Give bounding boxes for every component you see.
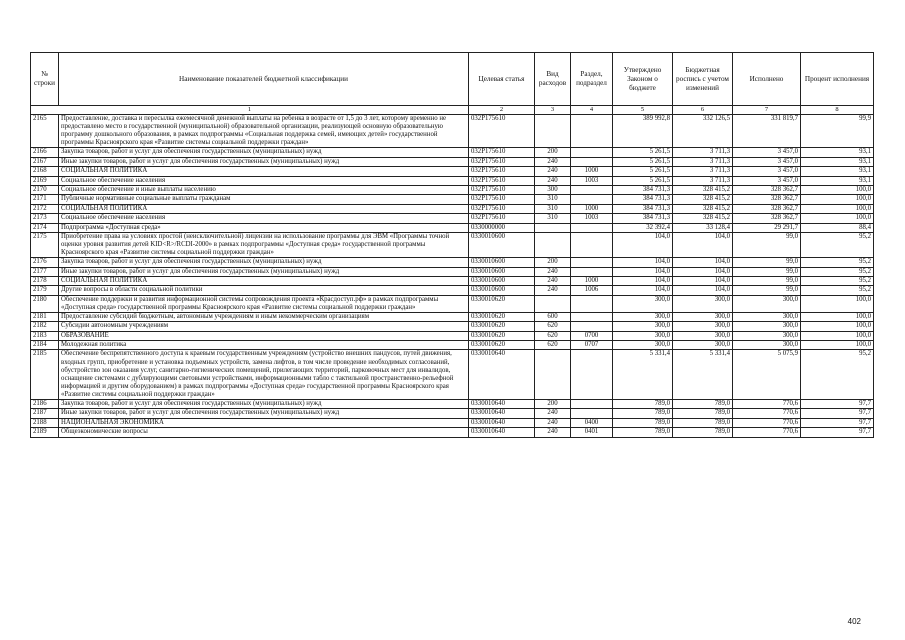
indicator-name: Общеэкономические вопросы — [59, 428, 469, 437]
execution-percent: 100,0 — [801, 341, 874, 350]
expense-type: 240 — [535, 167, 571, 176]
approved-amount: 789,0 — [613, 409, 673, 418]
target-article: 032Р175610 — [469, 176, 535, 185]
row-number: 2185 — [31, 350, 59, 400]
indicator-name: Социальное обеспечение населения — [59, 176, 469, 185]
row-number: 2167 — [31, 157, 59, 166]
execution-percent: 95,2 — [801, 258, 874, 267]
expense-type: 310 — [535, 204, 571, 213]
table-row — [31, 204, 874, 213]
execution-percent: 97,7 — [801, 428, 874, 437]
row-number: 2172 — [31, 204, 59, 213]
budget-amount: 104,0 — [673, 276, 733, 285]
target-article: 0330010620 — [469, 322, 535, 331]
execution-percent: 95,2 — [801, 267, 874, 276]
executed-amount: 328 362,7 — [733, 195, 801, 204]
approved-amount: 300,0 — [613, 331, 673, 340]
approved-amount: 384 731,3 — [613, 185, 673, 194]
executed-amount: 99,0 — [733, 267, 801, 276]
column-number: 6 — [673, 106, 733, 115]
row-number: 2179 — [31, 286, 59, 295]
executed-amount: 99,0 — [733, 232, 801, 257]
target-article: 0330010600 — [469, 267, 535, 276]
target-article: 032Р175610 — [469, 195, 535, 204]
header-percent: Процент исполнения — [801, 53, 874, 106]
section-code — [571, 267, 613, 276]
approved-amount: 104,0 — [613, 258, 673, 267]
indicator-name: Обеспечение беспрепятственного доступа к краевым государственным учреждениям (устройство внешних пандусов, путей движения, входных групп, приобретение и установка подъемных устройств, замена лифтов, в том числе проведение необходимых согласований, обустройство зон оказания услуг, санитарно-гигиенических помещений, прилегающих территорий, парковочных мест для инвалидов, оснащение системами с дублирующими световыми устройствами, информационными табло с тактильной пространственно-рельефной информацией и другим оборудованием) в рамках подпрограммы «Доступная среда» государственной программы Красноярского края «Развитие системы социальной поддержки граждан» — [59, 350, 469, 400]
row-number: 2187 — [31, 409, 59, 418]
table-row — [31, 341, 874, 350]
target-article: 0330010620 — [469, 341, 535, 350]
target-article: 0330010620 — [469, 331, 535, 340]
section-code: 1003 — [571, 214, 613, 223]
budget-amount: 328 415,2 — [673, 204, 733, 213]
column-number: 1 — [31, 106, 469, 115]
header-indicator-name: Наименование показателей бюджетной классификации — [59, 53, 469, 106]
expense-type: 300 — [535, 185, 571, 194]
expense-type: 620 — [535, 331, 571, 340]
header-executed: Исполнено — [733, 53, 801, 106]
approved-amount: 789,0 — [613, 428, 673, 437]
budget-amount: 300,0 — [673, 312, 733, 321]
column-number-row — [31, 106, 874, 115]
budget-amount: 3 711,3 — [673, 176, 733, 185]
expense-type: 240 — [535, 409, 571, 418]
expense-type: 200 — [535, 258, 571, 267]
budget-amount: 328 415,2 — [673, 185, 733, 194]
indicator-name: Социальное обеспечение и иные выплаты населению — [59, 185, 469, 194]
budget-amount: 332 126,5 — [673, 115, 733, 148]
expense-type — [535, 223, 571, 232]
row-number: 2189 — [31, 428, 59, 437]
execution-percent: 93,1 — [801, 167, 874, 176]
header-section: Раздел, подраздел — [571, 53, 613, 106]
section-code: 1000 — [571, 204, 613, 213]
column-number: 3 — [535, 106, 571, 115]
indicator-name: СОЦИАЛЬНАЯ ПОЛИТИКА — [59, 276, 469, 285]
section-code — [571, 295, 613, 312]
table-row — [31, 428, 874, 437]
budget-amount: 789,0 — [673, 428, 733, 437]
target-article: 0330010600 — [469, 232, 535, 257]
indicator-name: Подпрограмма «Доступная среда» — [59, 223, 469, 232]
table-row — [31, 148, 874, 157]
executed-amount: 99,0 — [733, 258, 801, 267]
indicator-name: ОБРАЗОВАНИЕ — [59, 331, 469, 340]
executed-amount: 3 457,0 — [733, 148, 801, 157]
section-code — [571, 223, 613, 232]
executed-amount: 99,0 — [733, 276, 801, 285]
section-code — [571, 232, 613, 257]
budget-amount: 300,0 — [673, 322, 733, 331]
table-row — [31, 176, 874, 185]
expense-type — [535, 232, 571, 257]
expense-type: 240 — [535, 157, 571, 166]
executed-amount: 328 362,7 — [733, 185, 801, 194]
budget-amount: 104,0 — [673, 258, 733, 267]
execution-percent: 93,1 — [801, 148, 874, 157]
execution-percent: 88,4 — [801, 223, 874, 232]
execution-percent: 100,0 — [801, 322, 874, 331]
section-code: 0401 — [571, 428, 613, 437]
approved-amount: 5 261,5 — [613, 176, 673, 185]
row-number: 2177 — [31, 267, 59, 276]
indicator-name: НАЦИОНАЛЬНАЯ ЭКОНОМИКА — [59, 418, 469, 427]
indicator-name: Публичные нормативные социальные выплаты гражданам — [59, 195, 469, 204]
expense-type — [535, 115, 571, 148]
row-number: 2175 — [31, 232, 59, 257]
approved-amount: 789,0 — [613, 400, 673, 409]
budget-amount: 300,0 — [673, 341, 733, 350]
indicator-name: Закупка товаров, работ и услуг для обеспечения государственных (муниципальных) нужд — [59, 258, 469, 267]
target-article: 0330010600 — [469, 258, 535, 267]
target-article: 0330010620 — [469, 295, 535, 312]
executed-amount: 770,6 — [733, 400, 801, 409]
table-row — [31, 350, 874, 400]
indicator-name: Обеспечение поддержки и развития информационной системы сопровождения проекта «Красдоступ.рф» в рамках подпрограммы «Доступная среда» государственной программы Красноярского края «Развитие системы социальной поддержки граждан» — [59, 295, 469, 312]
table-row — [31, 167, 874, 176]
section-code: 1000 — [571, 167, 613, 176]
expense-type — [535, 350, 571, 400]
expense-type: 310 — [535, 214, 571, 223]
approved-amount: 389 992,8 — [613, 115, 673, 148]
target-article: 032Р175610 — [469, 115, 535, 148]
budget-amount: 328 415,2 — [673, 214, 733, 223]
header-row — [31, 53, 874, 106]
table-row — [31, 322, 874, 331]
approved-amount: 5 261,5 — [613, 157, 673, 166]
indicator-name: Предоставление, доставка и пересылка ежемесячной денежной выплаты на ребенка в возрасте от 1,5 до 3 лет, которому временно не предоставлено место в государственной (муниципальной) образовательной организации, реализующей основную образовательную программу дошкольного образования, в рамках подпрограммы «Социальная поддержка семей, имеющих детей» государственной программы Красноярского края «Развитие системы социальной поддержки граждан» — [59, 115, 469, 148]
executed-amount: 300,0 — [733, 322, 801, 331]
approved-amount: 104,0 — [613, 267, 673, 276]
approved-amount: 300,0 — [613, 341, 673, 350]
table-row — [31, 418, 874, 427]
table-row — [31, 295, 874, 312]
section-code: 1000 — [571, 276, 613, 285]
table-row — [31, 195, 874, 204]
execution-percent: 97,7 — [801, 409, 874, 418]
expense-type: 310 — [535, 195, 571, 204]
expense-type: 600 — [535, 312, 571, 321]
section-code — [571, 115, 613, 148]
indicator-name: СОЦИАЛЬНАЯ ПОЛИТИКА — [59, 167, 469, 176]
target-article: 032Р175610 — [469, 204, 535, 213]
approved-amount: 5 331,4 — [613, 350, 673, 400]
approved-amount: 104,0 — [613, 232, 673, 257]
budget-amount: 789,0 — [673, 400, 733, 409]
header-approved: Утверждено Законом о бюджете — [613, 53, 673, 106]
section-code — [571, 350, 613, 400]
executed-amount: 331 819,7 — [733, 115, 801, 148]
target-article: 0330010640 — [469, 350, 535, 400]
execution-percent: 100,0 — [801, 331, 874, 340]
executed-amount: 5 075,9 — [733, 350, 801, 400]
budget-amount: 3 711,3 — [673, 167, 733, 176]
expense-type: 240 — [535, 267, 571, 276]
row-number: 2182 — [31, 322, 59, 331]
target-article: 0330010600 — [469, 286, 535, 295]
executed-amount: 770,6 — [733, 418, 801, 427]
row-number: 2170 — [31, 185, 59, 194]
indicator-name: Приобретение права на условиях простой (неисключительной) лицензии на использование программы для ЭВМ «Программы точной оценки уровня развития детей KID<R>/RCDI-2000» в рамках подпрограммы «Доступная среда» государственной программы Красноярского края «Развитие системы социальной поддержки граждан» — [59, 232, 469, 257]
section-code — [571, 195, 613, 204]
execution-percent: 99,9 — [801, 115, 874, 148]
execution-percent: 100,0 — [801, 204, 874, 213]
header-budget-schedule: Бюджетная роспись с учетом изменений — [673, 53, 733, 106]
table-row — [31, 331, 874, 340]
execution-percent: 100,0 — [801, 312, 874, 321]
executed-amount: 328 362,7 — [733, 204, 801, 213]
target-article: 032Р175610 — [469, 214, 535, 223]
execution-percent: 97,7 — [801, 400, 874, 409]
section-code: 0707 — [571, 341, 613, 350]
budget-amount: 3 711,3 — [673, 148, 733, 157]
row-number: 2178 — [31, 276, 59, 285]
target-article: 0330010600 — [469, 276, 535, 285]
execution-percent: 95,2 — [801, 232, 874, 257]
executed-amount: 300,0 — [733, 312, 801, 321]
target-article: 0330010620 — [469, 312, 535, 321]
header-target-article: Целевая статья — [469, 53, 535, 106]
row-number: 2180 — [31, 295, 59, 312]
table-row — [31, 267, 874, 276]
section-code — [571, 312, 613, 321]
target-article: 0330010640 — [469, 428, 535, 437]
section-code — [571, 258, 613, 267]
row-number: 2173 — [31, 214, 59, 223]
executed-amount: 300,0 — [733, 331, 801, 340]
executed-amount: 770,6 — [733, 409, 801, 418]
expense-type: 200 — [535, 400, 571, 409]
section-code — [571, 157, 613, 166]
indicator-name: Иные закупки товаров, работ и услуг для обеспечения государственных (муниципальных) нужд — [59, 267, 469, 276]
header-row-number: № строки — [31, 53, 59, 106]
approved-amount: 32 392,4 — [613, 223, 673, 232]
approved-amount: 384 731,3 — [613, 204, 673, 213]
table-row — [31, 286, 874, 295]
row-number: 2181 — [31, 312, 59, 321]
row-number: 2168 — [31, 167, 59, 176]
execution-percent: 95,2 — [801, 350, 874, 400]
table-row — [31, 312, 874, 321]
indicator-name: Предоставление субсидий бюджетным, автономным учреждениям и иным некоммерческим организациям — [59, 312, 469, 321]
target-article: 0330000000 — [469, 223, 535, 232]
execution-percent: 93,1 — [801, 176, 874, 185]
column-number: 2 — [469, 106, 535, 115]
table-row — [31, 409, 874, 418]
executed-amount: 300,0 — [733, 295, 801, 312]
section-code: 1003 — [571, 176, 613, 185]
executed-amount: 300,0 — [733, 341, 801, 350]
row-number: 2188 — [31, 418, 59, 427]
row-number: 2171 — [31, 195, 59, 204]
table-row — [31, 276, 874, 285]
expense-type: 240 — [535, 428, 571, 437]
section-code: 0400 — [571, 418, 613, 427]
indicator-name: Иные закупки товаров, работ и услуг для обеспечения государственных (муниципальных) нужд — [59, 157, 469, 166]
row-number: 2165 — [31, 115, 59, 148]
section-code — [571, 322, 613, 331]
approved-amount: 5 261,5 — [613, 167, 673, 176]
budget-amount: 3 711,3 — [673, 157, 733, 166]
indicator-name: Закупка товаров, работ и услуг для обеспечения государственных (муниципальных) нужд — [59, 400, 469, 409]
approved-amount: 104,0 — [613, 276, 673, 285]
budget-amount: 300,0 — [673, 295, 733, 312]
budget-amount: 5 331,4 — [673, 350, 733, 400]
target-article: 032Р175610 — [469, 157, 535, 166]
approved-amount: 300,0 — [613, 295, 673, 312]
target-article: 032Р175610 — [469, 148, 535, 157]
budget-amount: 104,0 — [673, 286, 733, 295]
approved-amount: 384 731,3 — [613, 214, 673, 223]
indicator-name: Молодежная политика — [59, 341, 469, 350]
budget-amount: 33 128,4 — [673, 223, 733, 232]
expense-type: 200 — [535, 148, 571, 157]
budget-amount: 328 415,2 — [673, 195, 733, 204]
approved-amount: 104,0 — [613, 286, 673, 295]
expense-type: 620 — [535, 341, 571, 350]
table-row — [31, 115, 874, 148]
execution-percent: 97,7 — [801, 418, 874, 427]
section-code — [571, 148, 613, 157]
execution-percent: 100,0 — [801, 195, 874, 204]
execution-percent: 95,2 — [801, 276, 874, 285]
table-row — [31, 258, 874, 267]
row-number: 2183 — [31, 331, 59, 340]
row-number: 2184 — [31, 341, 59, 350]
indicator-name: СОЦИАЛЬНАЯ ПОЛИТИКА — [59, 204, 469, 213]
executed-amount: 328 362,7 — [733, 214, 801, 223]
indicator-name: Закупка товаров, работ и услуг для обеспечения государственных (муниципальных) нужд — [59, 148, 469, 157]
row-number: 2166 — [31, 148, 59, 157]
table-row — [31, 223, 874, 232]
indicator-name: Социальное обеспечение населения — [59, 214, 469, 223]
execution-percent: 100,0 — [801, 214, 874, 223]
indicator-name: Иные закупки товаров, работ и услуг для обеспечения государственных (муниципальных) нужд — [59, 409, 469, 418]
column-number: 8 — [801, 106, 874, 115]
approved-amount: 300,0 — [613, 312, 673, 321]
expense-type: 240 — [535, 286, 571, 295]
header-expense-type: Вид расходов — [535, 53, 571, 106]
table-row — [31, 157, 874, 166]
approved-amount: 300,0 — [613, 322, 673, 331]
section-code: 0700 — [571, 331, 613, 340]
row-number: 2186 — [31, 400, 59, 409]
indicator-name: Субсидии автономным учреждениям — [59, 322, 469, 331]
budget-amount: 300,0 — [673, 331, 733, 340]
column-number: 5 — [613, 106, 673, 115]
expense-type: 620 — [535, 322, 571, 331]
execution-percent: 100,0 — [801, 185, 874, 194]
target-article: 0330010640 — [469, 418, 535, 427]
target-article: 032Р175610 — [469, 185, 535, 194]
column-number: 4 — [571, 106, 613, 115]
execution-percent: 93,1 — [801, 157, 874, 166]
expense-type: 240 — [535, 276, 571, 285]
executed-amount: 770,6 — [733, 428, 801, 437]
column-number: 7 — [733, 106, 801, 115]
indicator-name: Другие вопросы в области социальной политики — [59, 286, 469, 295]
execution-percent: 95,2 — [801, 286, 874, 295]
table-row — [31, 400, 874, 409]
section-code — [571, 400, 613, 409]
executed-amount: 3 457,0 — [733, 176, 801, 185]
table-row — [31, 232, 874, 257]
approved-amount: 5 261,5 — [613, 148, 673, 157]
budget-amount: 104,0 — [673, 232, 733, 257]
executed-amount: 3 457,0 — [733, 157, 801, 166]
target-article: 032Р175610 — [469, 167, 535, 176]
row-number: 2169 — [31, 176, 59, 185]
page-number: 402 — [847, 617, 861, 626]
expense-type — [535, 295, 571, 312]
table-body — [31, 115, 874, 438]
expense-type: 240 — [535, 176, 571, 185]
table-row — [31, 214, 874, 223]
table-row — [31, 185, 874, 194]
approved-amount: 384 731,3 — [613, 195, 673, 204]
approved-amount: 789,0 — [613, 418, 673, 427]
executed-amount: 29 291,7 — [733, 223, 801, 232]
budget-amount: 789,0 — [673, 418, 733, 427]
section-code: 1006 — [571, 286, 613, 295]
target-article: 0330010640 — [469, 400, 535, 409]
budget-table — [30, 52, 874, 438]
row-number: 2174 — [31, 223, 59, 232]
section-code — [571, 185, 613, 194]
budget-amount: 104,0 — [673, 267, 733, 276]
section-code — [571, 409, 613, 418]
expense-type: 240 — [535, 418, 571, 427]
budget-amount: 789,0 — [673, 409, 733, 418]
executed-amount: 3 457,0 — [733, 167, 801, 176]
target-article: 0330010640 — [469, 409, 535, 418]
row-number: 2176 — [31, 258, 59, 267]
executed-amount: 99,0 — [733, 286, 801, 295]
execution-percent: 100,0 — [801, 295, 874, 312]
